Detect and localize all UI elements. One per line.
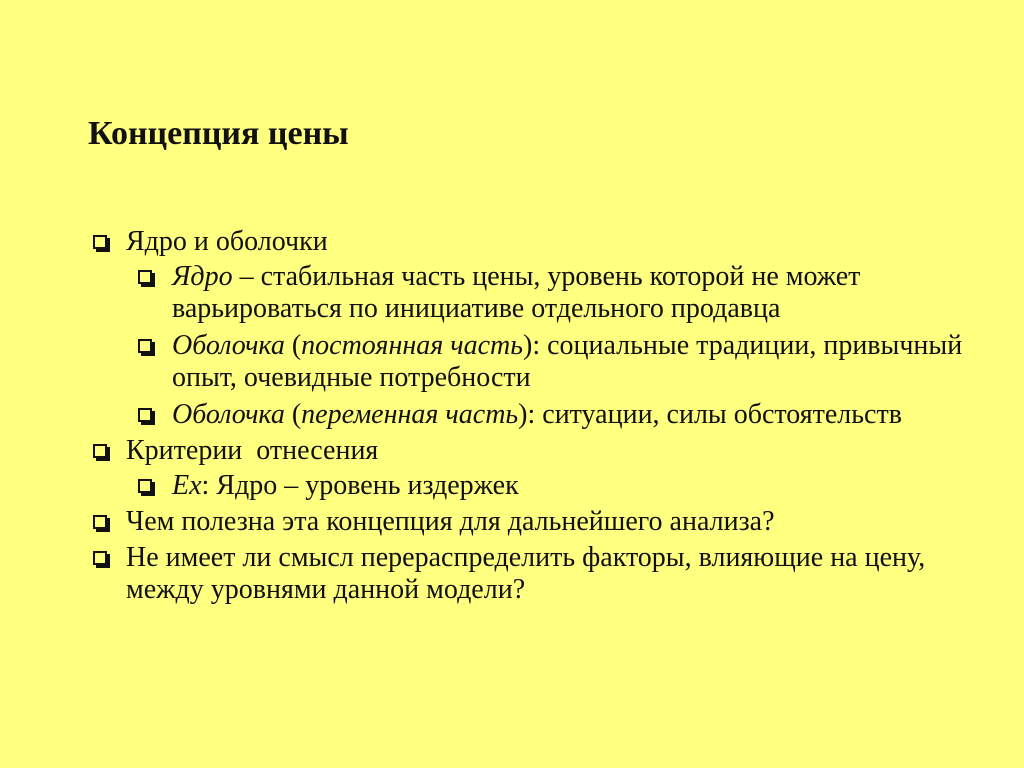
list-item-core-and-shells (90, 226, 990, 258)
list-item-text: ( (284, 330, 302, 361)
square-bullet-icon (138, 479, 152, 493)
list-item-text: Ядро и оболочки (126, 226, 328, 257)
list-item-text: ): социальные традиции, привычный опыт, очевидные потребности (172, 330, 963, 393)
square-bullet-icon (93, 235, 107, 249)
list-item-example (90, 470, 990, 502)
list-item-text: ( (284, 399, 302, 430)
square-bullet-icon (93, 444, 107, 458)
square-bullet-icon (138, 270, 152, 284)
square-bullet-icon (138, 408, 152, 422)
list-item-text: Критерии отнесения (126, 435, 379, 466)
bullet-list (90, 222, 990, 606)
list-item-term: Ex (172, 470, 202, 501)
square-bullet-icon (93, 551, 107, 565)
list-item-term: Оболочка (172, 330, 285, 361)
list-item-text: : Ядро – уровень издержек (201, 470, 519, 501)
slide-title: Концепция цены (88, 115, 349, 152)
list-item-usefulness-question (90, 506, 990, 538)
list-item-term: Оболочка (172, 399, 285, 430)
list-item-term-qualifier: постоянная часть (301, 330, 523, 361)
list-item-criteria (90, 435, 990, 467)
list-item-term: Ядро (172, 261, 233, 292)
square-bullet-icon (93, 515, 107, 529)
list-item-text: Чем полезна эта концепция для дальнейшего анализа? (126, 506, 775, 537)
square-bullet-icon (138, 339, 152, 353)
list-item-redistribution-question (90, 542, 990, 606)
list-item-core-definition (90, 261, 990, 325)
list-item-text: ): ситуации, силы обстоятельств (518, 399, 902, 430)
list-item-text: – стабильная часть цены, уровень которой не может варьироваться по инициативе отдельного продавца (172, 261, 861, 324)
list-item-term-qualifier: переменная часть (301, 399, 519, 430)
list-item-shell-constant (90, 330, 990, 394)
list-item-shell-variable (90, 399, 990, 431)
list-item-text: Не имеет ли смысл перераспределить факторы, влияющие на цену, между уровнями данной модели? (126, 542, 926, 605)
